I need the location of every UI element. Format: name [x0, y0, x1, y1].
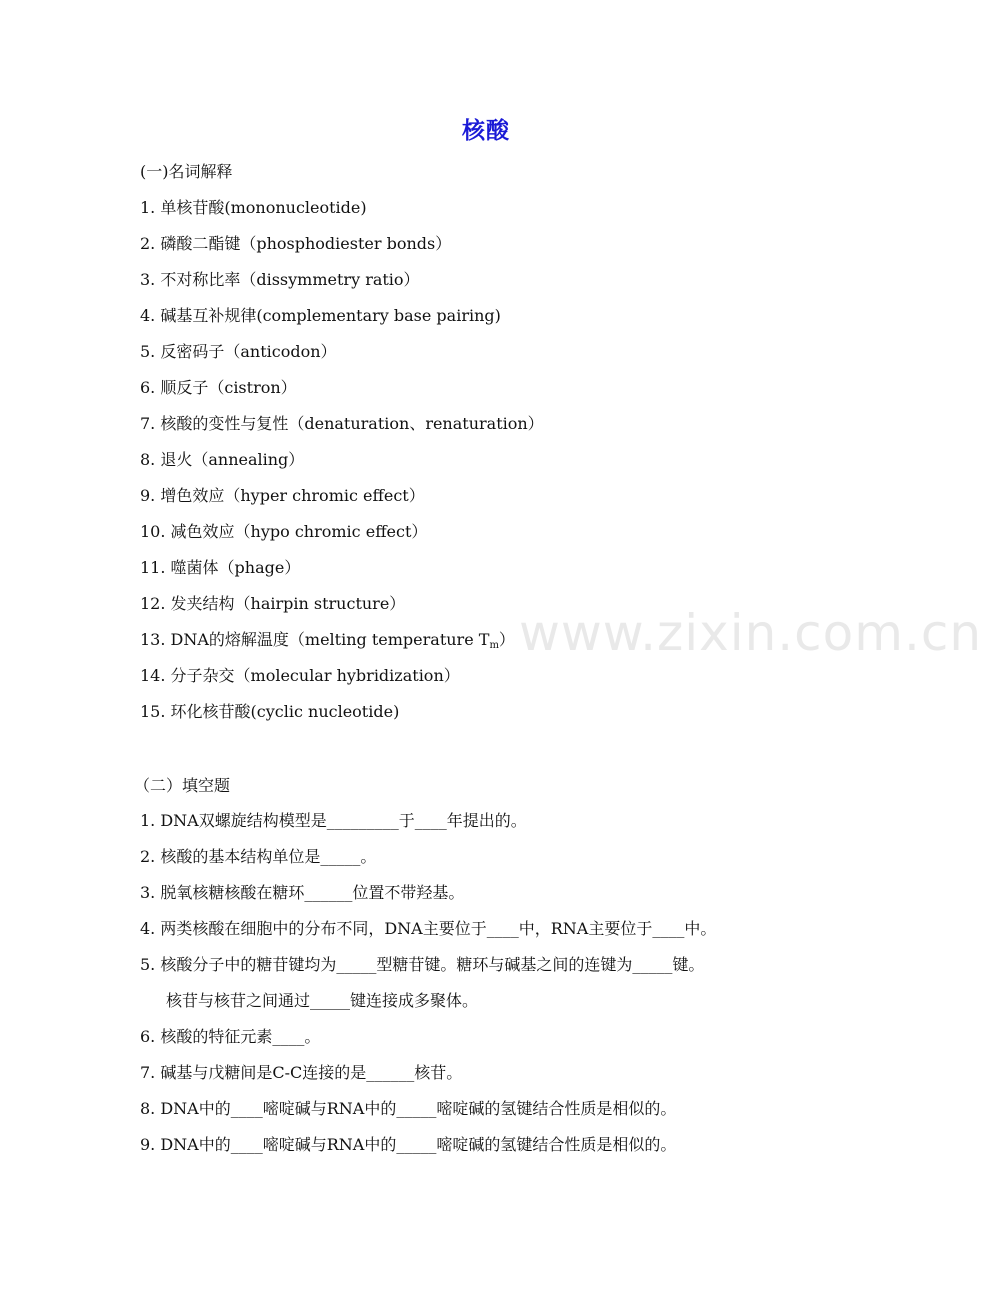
list-item: 12. 发夹结构（hairpin structure） [140, 594, 406, 613]
list-item: 8. 退火（annealing） [140, 450, 305, 469]
list-item: 10. 减色效应（hypo chromic effect） [140, 522, 428, 541]
section-heading-fill-in: （二）填空题 [134, 776, 231, 795]
list-item: 7. 碱基与戊糖间是C-C连接的是______核苷。 [140, 1063, 463, 1082]
fill-in-list [140, 811, 716, 1171]
list-item: 1. 单核苷酸(mononucleotide) [140, 198, 367, 217]
list-item: 14. 分子杂交（molecular hybridization） [140, 666, 460, 685]
list-item: 8. DNA中的____嘧啶碱与RNA中的_____嘧啶碱的氢键结合性质是相似的。 [140, 1099, 677, 1118]
document-title: 核酸 [462, 118, 510, 144]
list-item: 11. 噬菌体（phage） [140, 558, 301, 577]
item-text-end: ） [498, 630, 515, 649]
subscript-m: m [489, 640, 499, 651]
item-text: 5. 核酸分子中的糖苷键均为_____型糖苷键。糖环与碱基之间的连键为_____键。 [140, 955, 705, 974]
list-item: 4. 两类核酸在细胞中的分布不同，DNA主要位于____中，RNA主要位于____中。 [140, 919, 717, 938]
list-item: 6. 核酸的特征元素____。 [140, 1027, 321, 1046]
list-item: 7. 核酸的变性与复性（denaturation、renaturation） [140, 414, 544, 433]
list-item: 3. 不对称比率（dissymmetry ratio） [140, 270, 420, 289]
item-continuation: 核苷与核苷之间通过_____键连接成多聚体。 [166, 991, 479, 1010]
list-item-melting-temperature [140, 630, 544, 666]
definitions-list [140, 198, 544, 738]
list-item-multiline [140, 955, 716, 1027]
list-item: 3. 脱氧核糖核酸在糖环______位置不带羟基。 [140, 883, 465, 902]
item-text: 13. DNA的熔解温度（melting temperature T [140, 630, 490, 649]
list-item: 2. 核酸的基本结构单位是_____。 [140, 847, 377, 866]
list-item: 4. 碱基互补规律(complementary base pairing) [140, 306, 501, 325]
list-item: 1. DNA双螺旋结构模型是_________于____年提出的。 [140, 811, 527, 830]
list-item: 5. 反密码子（anticodon） [140, 342, 337, 361]
list-item: 9. 增色效应（hyper chromic effect） [140, 486, 425, 505]
list-item: 2. 磷酸二酯键（phosphodiester bonds） [140, 234, 452, 253]
list-item: 15. 环化核苷酸(cyclic nucleotide) [140, 702, 400, 721]
section-heading-definitions: (一)名词解释 [140, 162, 233, 181]
list-item: 9. DNA中的____嘧啶碱与RNA中的_____嘧啶碱的氢键结合性质是相似的。 [140, 1135, 677, 1154]
list-item: 6. 顺反子（cistron） [140, 378, 297, 397]
watermark: www.zixin.com.cn [519, 604, 982, 662]
